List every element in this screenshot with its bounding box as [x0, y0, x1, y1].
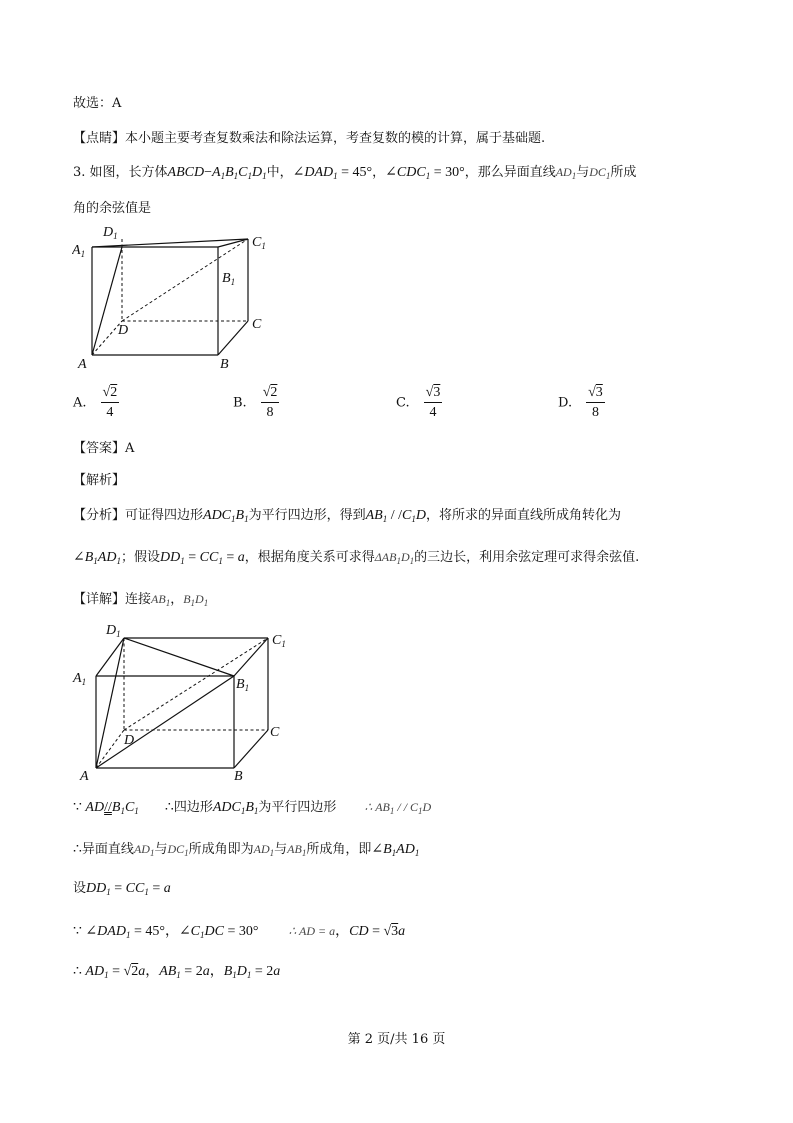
step-4: ∵ $\angle DAD_1 = 45^\circ$，$\angle C_1DC = 30^\circ$ ∴ AD = a，CD = √3a	[73, 924, 406, 940]
option-a: A. $\frac{√2}{4}$	[73, 385, 118, 420]
cuboid-figure-2	[72, 620, 297, 785]
label-a-fig2: A	[80, 769, 89, 784]
detail-line: 【详解】连接$AB_1$，$B_1D_1$	[73, 592, 209, 608]
label-c1-fig2: $C_1$	[272, 633, 286, 649]
label-b-fig2: B	[234, 769, 243, 784]
label-d1: $D_1$	[103, 225, 118, 241]
step-2: ∴异面直线$AD_1$与$DC_1$所成角即为$AD_1$与$AB_1$所成角，即$\angle B_1AD_1$	[73, 842, 420, 858]
step-5: ∴ $AD_1 = √2a$，$AB_1 = 2a$，$B_1D_1 = 2a$	[73, 964, 281, 980]
answer-line: 【答案】A	[73, 441, 135, 456]
option-d: D. $\frac{√3}{8}$	[558, 385, 603, 420]
step-1: ∵ $AD//B_1C_1$ ∴四边形$ADC_1B_1$为平行四边形 ∴ $AB_1$ / / $C_1D$	[73, 800, 432, 816]
label-d-fig2: D	[124, 733, 135, 748]
label-c-fig2: C	[270, 725, 280, 740]
question-3-line1: 3. 如图，长方体$ABCD-A_1B_1C_1D_1$中，$\angle DAD_1 = 45^\circ$，$\angle CDC_1 = 30^\circ$，那么异面直线$AD_1$与$DC_1$所成	[73, 165, 637, 181]
dianjing-line: 【点睛】本小题主要考查复数乘法和除法运算，考查复数的模的计算，属于基础题.	[73, 131, 546, 146]
label-d1-fig2: $D_1$	[106, 623, 121, 639]
fenxi-line2: $\angle B_1AD_1$；假设$DD_1 = CC_1 = a$，根据角度关系可求得$\Delta AB_1D_1$的三边长，利用余弦定理可求得余弦值.	[73, 550, 640, 566]
label-b1-fig2: $B_1$	[236, 677, 250, 693]
label-a1: $A_1$	[72, 243, 86, 259]
option-b: B. $\frac{√2}{8}$	[233, 385, 278, 420]
option-c: C. $\frac{√3}{4}$	[396, 385, 441, 420]
jiexi-line: 【解析】	[73, 473, 126, 488]
label-c: C	[252, 317, 262, 332]
cuboid-figure-1	[72, 222, 282, 374]
label-a: A	[78, 357, 87, 372]
label-b1: $B_1$	[222, 271, 236, 287]
label-d: D	[118, 323, 129, 338]
page-footer: 第 2 页/共 16 页	[347, 1032, 446, 1047]
label-b: B	[220, 357, 229, 372]
label-a1-fig2: $A_1$	[73, 671, 87, 687]
fenxi-line1: 【分析】可证得四边形$ADC_1B_1$为平行四边形，得到$AB_1 / /C_1D$，将所求的异面直线所成角转化为	[73, 508, 621, 524]
question-3-line2: 角的余弦值是	[73, 201, 152, 216]
label-c1: $C_1$	[252, 235, 266, 251]
conclusion-line: 故选：A	[73, 96, 122, 111]
step-3: 设$DD_1 = CC_1 = a$	[73, 881, 171, 897]
